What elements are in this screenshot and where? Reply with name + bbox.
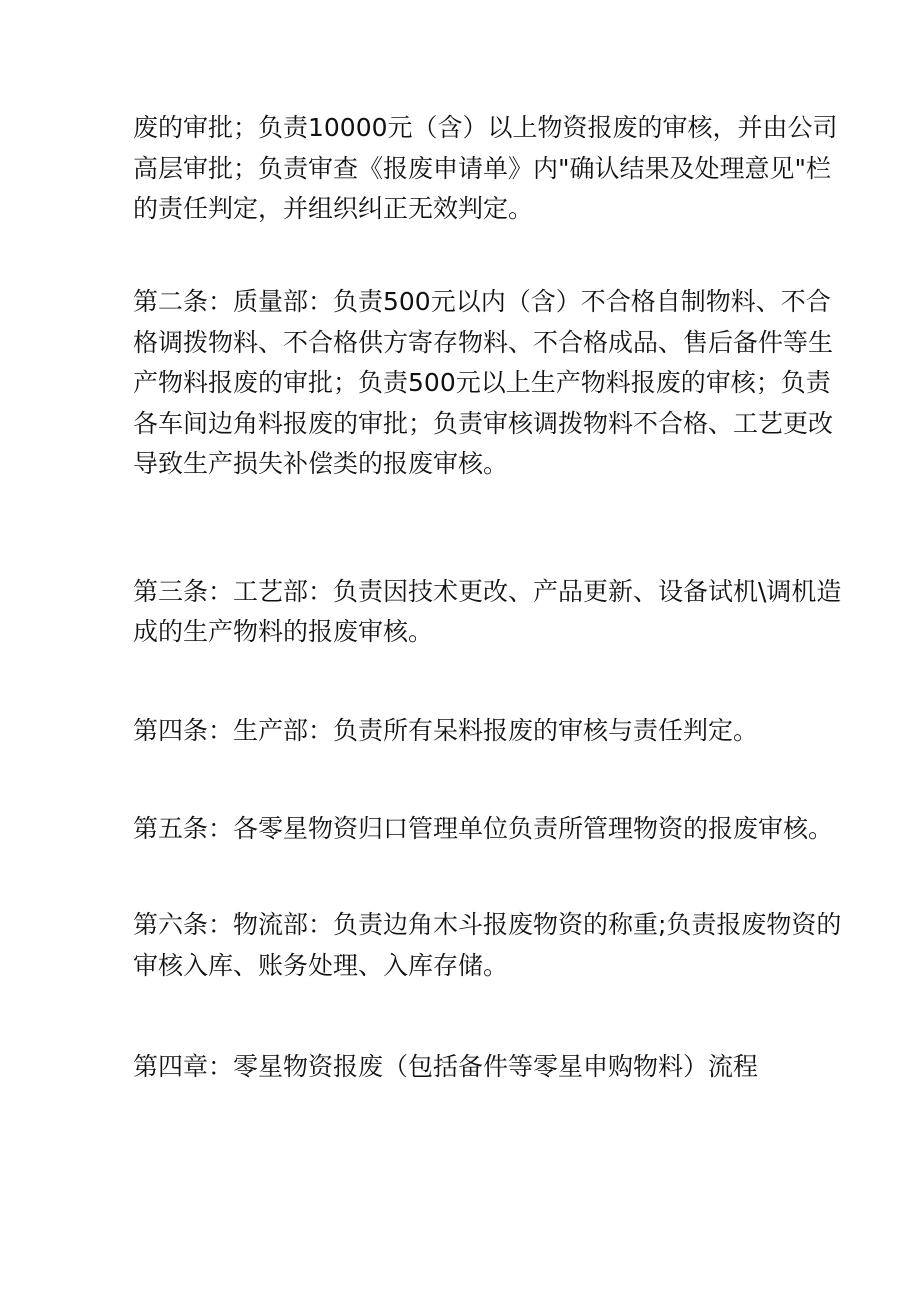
text-line: 审核入库、账务处理、入库存储。	[133, 951, 509, 980]
text-line: 第六条：物流部：负责边角木斗报废物资的称重;负责报废物资的	[133, 910, 842, 939]
text-line: 产物料报废的审批；负责500元以上生产物料报废的审核；负责	[133, 368, 831, 397]
text-line: 第四条：生产部：负责所有呆料报废的审核与责任判定。	[133, 716, 759, 745]
chapter-heading: 第四章：零星物资报废（包括备件等零星申购物料）流程	[133, 1052, 759, 1081]
text-line: 成的生产物料的报废审核。	[133, 617, 434, 646]
text-line: 的责任判定，并组织纠正无效判定。	[133, 194, 534, 223]
text-line: 格调拨物料、不合格供方寄存物料、不合格成品、售后备件等生	[133, 328, 834, 357]
text-line: 第三条：工艺部：负责因技术更改、产品更新、设备试机\调机造	[133, 577, 842, 606]
text-line: 高层审批；负责审查《报废申请单》内"确认结果及处理意见"栏	[133, 154, 832, 183]
text-line: 第五条：各零星物资归口管理单位负责所管理物资的报废审核。	[133, 814, 834, 843]
text-line: 各车间边角料报废的审批；负责审核调拨物料不合格、工艺更改	[133, 409, 834, 438]
text-line: 废的审批；负责10000元（含）以上物资报废的审核，并由公司	[133, 113, 838, 142]
text-line: 第二条：质量部：负责500元以内（含）不合格自制物料、不合	[133, 287, 831, 316]
text-line: 导致生产损失补偿类的报废审核。	[133, 449, 509, 478]
